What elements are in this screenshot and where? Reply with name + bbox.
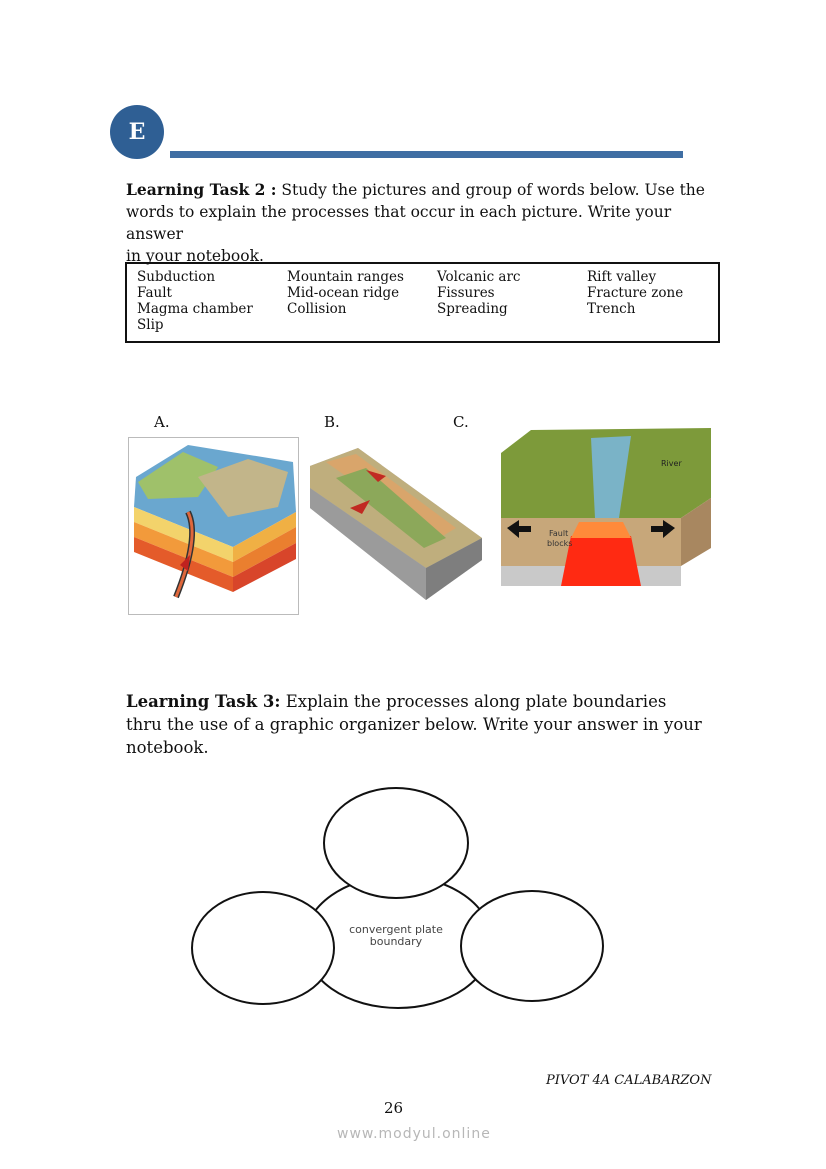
picture-c-label: C. bbox=[453, 413, 469, 431]
left-ellipse[interactable] bbox=[192, 892, 334, 1004]
word-bank bbox=[125, 262, 720, 343]
page-number: 26 bbox=[384, 1099, 404, 1117]
subduction-diagram-image bbox=[128, 437, 299, 615]
word-bank-item: Collision bbox=[287, 301, 347, 317]
mountain-ranges-diagram-image bbox=[306, 448, 486, 608]
rift-valley-diagram-image bbox=[501, 418, 713, 586]
word-bank-item: Rift valley bbox=[587, 269, 657, 285]
section-badge: E bbox=[110, 105, 164, 159]
graphic-organizer bbox=[180, 780, 620, 1020]
task3-line-3: notebook. bbox=[126, 738, 209, 757]
watermark: www.modyul.online bbox=[337, 1126, 491, 1142]
center-label-line-1: convergent plate bbox=[349, 923, 443, 936]
word-bank-item: Trench bbox=[587, 301, 636, 317]
task2-line-3: in your notebook. bbox=[126, 247, 264, 265]
word-bank-item: Mountain ranges bbox=[287, 269, 404, 285]
section-rule bbox=[170, 151, 683, 158]
center-label-line-2: boundary bbox=[369, 935, 423, 948]
word-bank-item: Fracture zone bbox=[587, 285, 684, 301]
word-bank-item: Spreading bbox=[437, 301, 508, 317]
fault-blocks-label-2: blocks bbox=[547, 539, 573, 548]
task2-line-1: Study the pictures and group of words below. Use the bbox=[276, 181, 705, 199]
fault-blocks-label: Fault bbox=[549, 529, 569, 538]
picture-a-label: A. bbox=[154, 413, 170, 431]
word-bank-item: Magma chamber bbox=[137, 301, 253, 317]
top-ellipse[interactable] bbox=[324, 788, 468, 898]
word-bank-item: Fissures bbox=[437, 285, 495, 301]
task2-line-2: words to explain the processes that occur in each picture. Write your answer bbox=[126, 203, 672, 243]
right-ellipse[interactable] bbox=[461, 891, 603, 1001]
task2-instructions bbox=[126, 179, 726, 267]
word-bank-item: Fault bbox=[137, 285, 172, 301]
task3-instructions bbox=[126, 690, 726, 759]
task3-line-2: thru the use of a graphic organizer below. Write your answer in your bbox=[126, 715, 702, 734]
task3-title: Learning Task 3: bbox=[126, 692, 281, 711]
word-bank-item: Volcanic arc bbox=[437, 269, 521, 285]
task2-title: Learning Task 2 : bbox=[126, 180, 277, 199]
task3-line-1: Explain the processes along plate boundaries bbox=[280, 692, 667, 711]
word-bank-item: Subduction bbox=[137, 269, 216, 285]
river-label: River bbox=[661, 459, 682, 468]
word-bank-item: Mid-ocean ridge bbox=[287, 285, 400, 301]
footer-source: PIVOT 4A CALABARZON bbox=[546, 1073, 712, 1088]
picture-b-label: B. bbox=[324, 413, 340, 431]
word-bank-item: Slip bbox=[137, 317, 164, 333]
